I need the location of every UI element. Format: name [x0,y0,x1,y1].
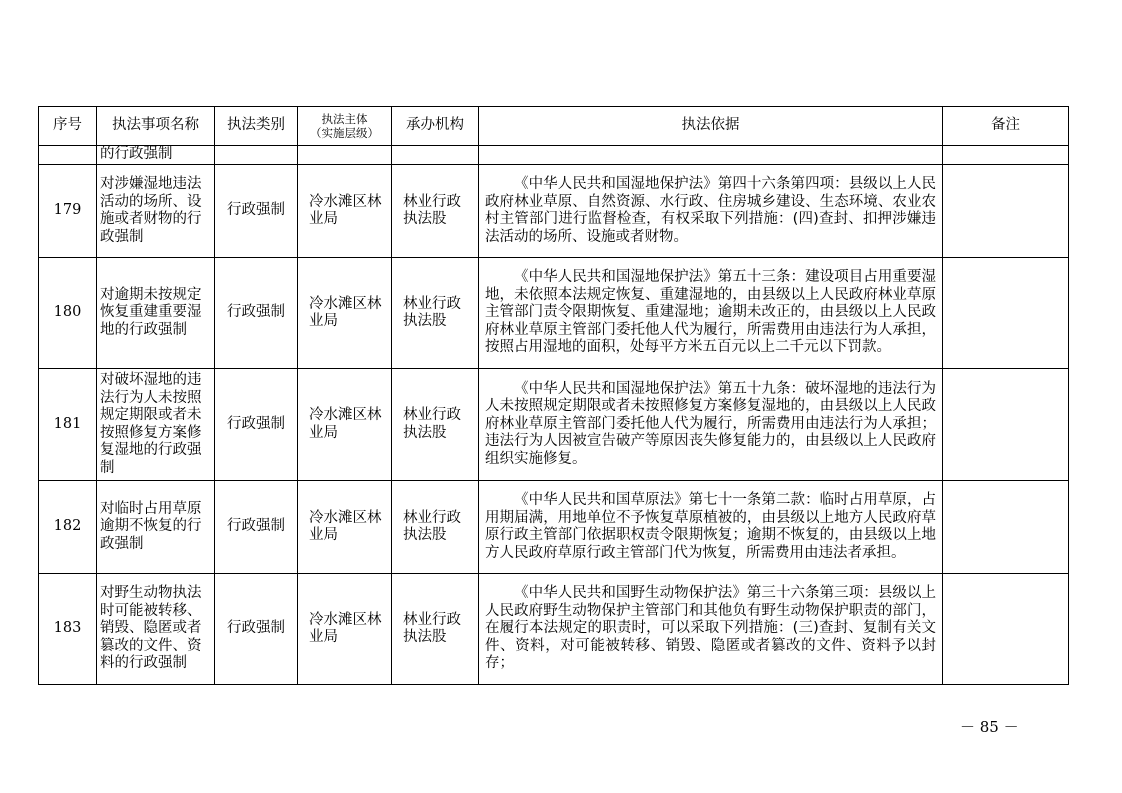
cell-body: 冷水滩区林业局 [298,369,392,481]
table-header-row [39,107,1069,146]
basis-text: 《中华人民共和国野生动物保护法》第三十六条第三项：县级以上人民政府野生动物保护主管部门和其他负有野生动物保护职责的部门，在履行本法规定的职责时，可以采取下列措施：(三)查封、复制有关文件、资料，对可能被转移、销毁、隐匿或者篡改的文件、资料予以封存； [485,585,936,672]
cell-basis [479,481,943,574]
cell-org: 林业行政执法股 [392,165,479,258]
cell-category [215,146,298,165]
cell-name: 对破坏湿地的违法行为人未按照规定期限或者未按照修复方案修复湿地的行政强制 [97,369,215,481]
table-row [39,574,1069,685]
table-row [39,481,1069,574]
cell-body: 冷水滩区林业局 [298,258,392,369]
cell-num: 180 [39,258,97,369]
cell-remarks [943,574,1069,685]
page-number: － 85 － [960,718,1019,736]
header-item-name: 执法事项名称 [97,107,215,146]
cell-name: 对野生动物执法时可能被转移、销毁、隐匿或者篡改的文件、资料的行政强制 [97,574,215,685]
cell-remarks [943,146,1069,165]
cell-category: 行政强制 [215,574,298,685]
cell-category: 行政强制 [215,481,298,574]
cell-category: 行政强制 [215,165,298,258]
cell-remarks [943,481,1069,574]
cell-org: 林业行政执法股 [392,369,479,481]
header-category: 执法类别 [215,107,298,146]
cell-org: 林业行政执法股 [392,574,479,685]
basis-text: 《中华人民共和国湿地保护法》第五十九条：破坏湿地的违法行为人未按照规定期限或者未按照修复方案修复湿地的，由县级以上人民政府林业草原主管部门委托他人代为履行，所需费用由违法行为人承担；违法行为人因被宣告破产等原因丧失修复能力的，由县级以上人民政府组织实施修复。 [485,380,936,467]
cell-basis [479,369,943,481]
cell-num: 181 [39,369,97,481]
cell-category: 行政强制 [215,258,298,369]
basis-text: 《中华人民共和国湿地保护法》第四十六条第四项：县级以上人民政府林业草原、自然资源、水行政、住房城乡建设、生态环境、农业农村主管部门进行监督检查，有权采取下列措施：(四)查封、扣押涉嫌违法活动的场所、设施或者财物。 [485,176,936,245]
cell-org: 林业行政执法股 [392,258,479,369]
cell-org [392,146,479,165]
continuation-row [39,146,1069,165]
cell-num: 179 [39,165,97,258]
header-enforcement-body [298,107,392,146]
cell-basis [479,146,943,165]
cell-body: 冷水滩区林业局 [298,574,392,685]
enforcement-items-table [38,106,1069,685]
cell-name: 的行政强制 [97,146,215,165]
basis-text: 《中华人民共和国草原法》第七十一条第二款：临时占用草原，占用期届满，用地单位不予恢复草原植被的，由县级以上地方人民政府草原行政主管部门依据职权责令限期恢复；逾期不恢复的，由县级以上地方人民政府草原行政主管部门代为恢复，所需费用由违法者承担。 [485,492,936,561]
cell-num: 183 [39,574,97,685]
cell-body [298,146,392,165]
cell-num: 182 [39,481,97,574]
header-basis: 执法依据 [479,107,943,146]
cell-name: 对涉嫌湿地违法活动的场所、设施或者财物的行政强制 [97,165,215,258]
cell-num [39,146,97,165]
cell-basis [479,574,943,685]
cell-remarks [943,258,1069,369]
header-org: 承办机构 [392,107,479,146]
cell-category: 行政强制 [215,369,298,481]
header-body-line1: 执法主体 [321,112,368,126]
table-row [39,369,1069,481]
cell-body: 冷水滩区林业局 [298,165,392,258]
cell-name: 对逾期未按规定恢复重建重要湿地的行政强制 [97,258,215,369]
cell-basis [479,165,943,258]
cell-remarks [943,369,1069,481]
cell-basis [479,258,943,369]
cell-org: 林业行政执法股 [392,481,479,574]
basis-text: 《中华人民共和国湿地保护法》第五十三条：建设项目占用重要湿地，未依照本法规定恢复、重建湿地的，由县级以上人民政府林业草原主管部门责令限期恢复、重建湿地；逾期未改正的，由县级以上人民政府林业草原主管部门委托他人代为履行，所需费用由违法行为人承担，按照占用湿地的面积，处每平方米五百元以上二千元以下罚款。 [485,269,936,356]
table-row [39,165,1069,258]
header-remarks: 备注 [943,107,1069,146]
header-seq: 序号 [39,107,97,146]
cell-name: 对临时占用草原逾期不恢复的行政强制 [97,481,215,574]
cell-remarks [943,165,1069,258]
cell-body: 冷水滩区林业局 [298,481,392,574]
table-row [39,258,1069,369]
header-body-line2: （实施层级） [310,126,379,140]
